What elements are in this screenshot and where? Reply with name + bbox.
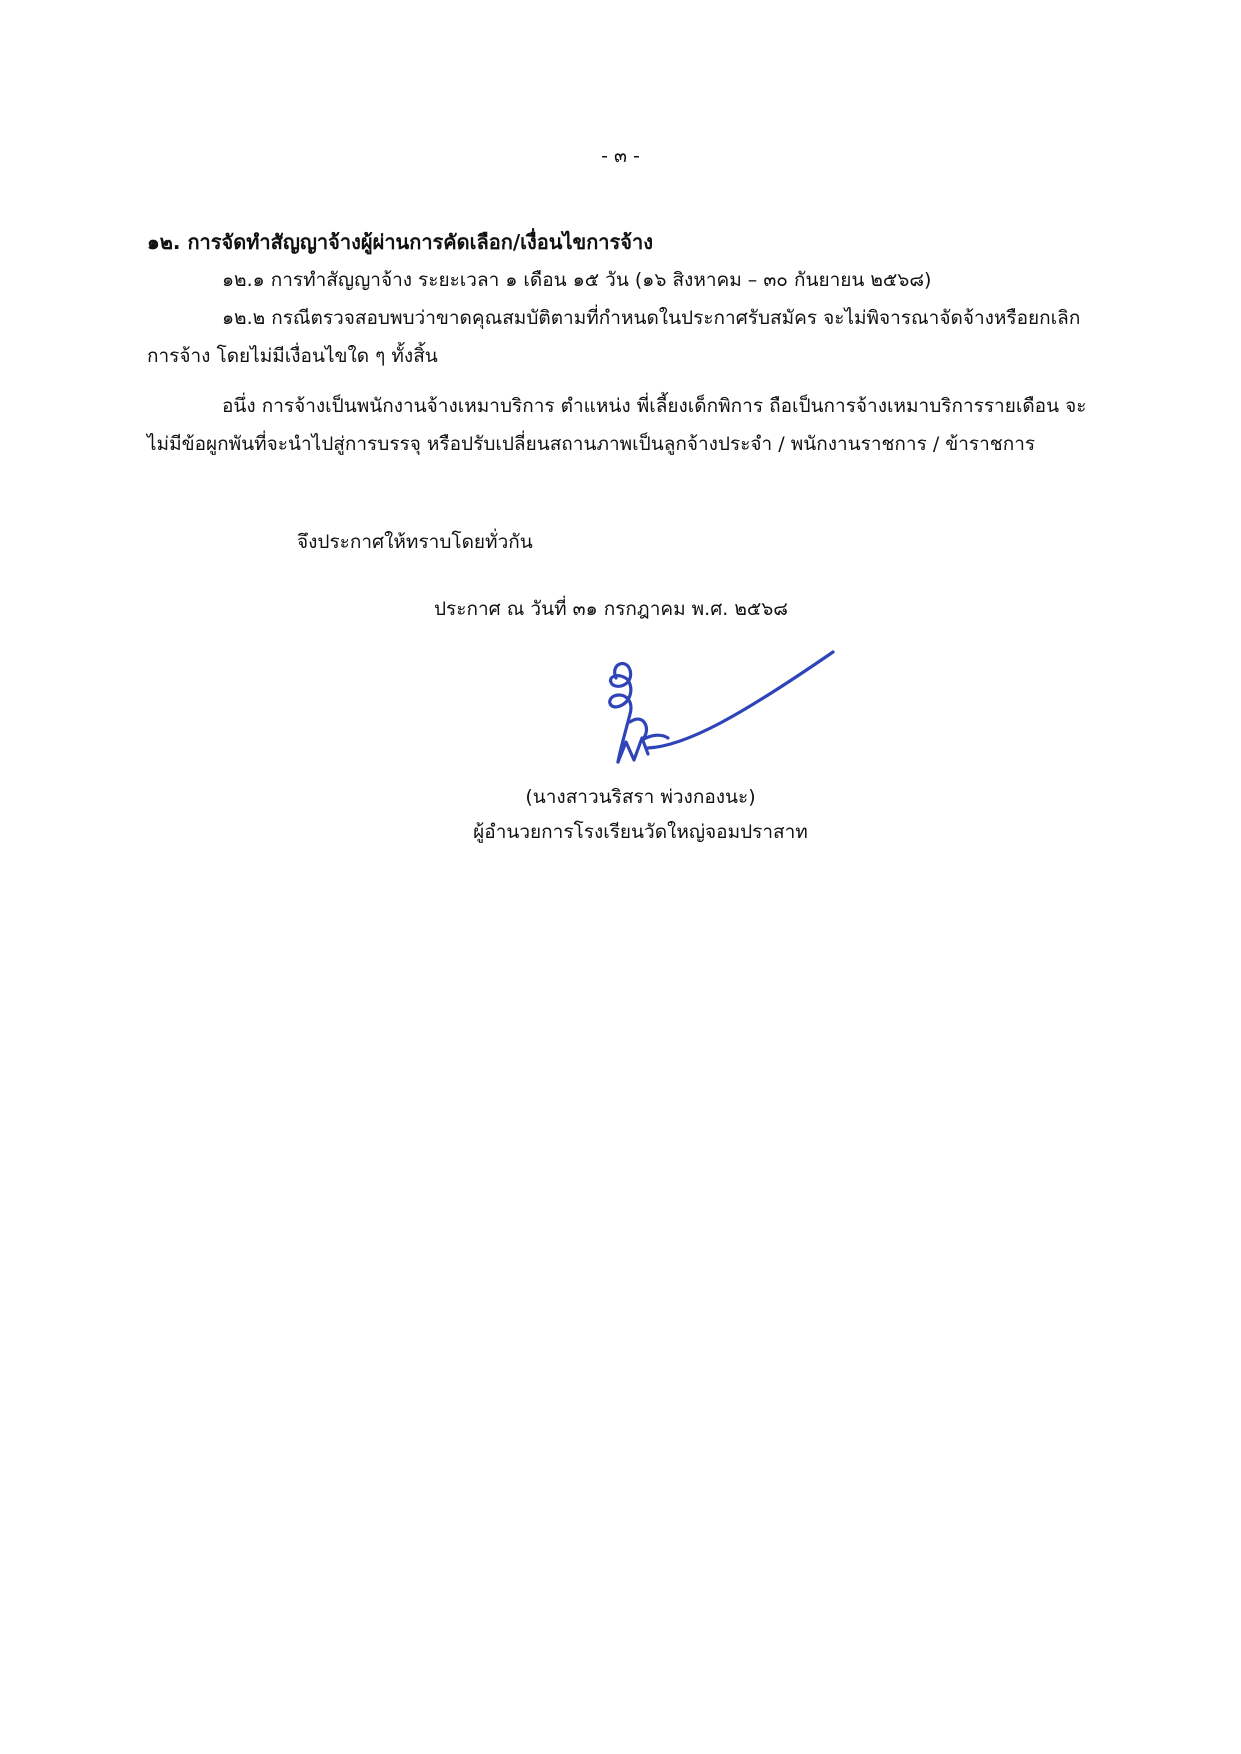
section-item-1: ๑๒.๑ การทำสัญญาจ้าง ระยะเวลา ๑ เดือน ๑๕ วัน (๑๖ สิงหาคม – ๓๐ กันยายน ๒๕๖๘) [222,269,932,291]
note-paragraph-line-1: อนึ่ง การจ้างเป็นพนักงานจ้างเหมาบริการ ตำแหน่ง พี่เลี้ยงเด็กพิการ ถือเป็นการจ้างเหมาบริการรายเดือน จะ [222,395,1087,417]
announcement-date: ประกาศ ณ วันที่ ๓๑ กรกฎาคม พ.ศ. ๒๕๖๘ [434,598,788,620]
signature-strokes [610,652,833,762]
section-item-2-line-2: การจ้าง โดยไม่มีเงื่อนไขใด ๆ ทั้งสิ้น [147,345,438,367]
signatory-title: ผู้อำนวยการโรงเรียนวัดใหญ่จอมปราสาท [473,821,808,843]
section-item-2-line-1: ๑๒.๒ กรณีตรวจสอบพบว่าขาดคุณสมบัติตามที่กำหนดในประกาศรับสมัคร จะไม่พิจารณาจัดจ้างหรือยกเลิก [222,307,1081,329]
section-heading: ๑๒. การจัดทำสัญญาจ้างผู้ผ่านการคัดเลือก/เงื่อนไขการจ้าง [147,230,653,254]
page-number: - ๓ - [601,145,640,167]
signatory-name: (นางสาวนริสรา พ่วงกองนะ) [525,786,756,808]
handwritten-signature [590,650,835,775]
note-paragraph-line-2: ไม่มีข้อผูกพันที่จะนำไปสู่การบรรจุ หรือปรับเปลี่ยนสถานภาพเป็นลูกจ้างประจำ / พนักงานราชการ / ข้าราชการ [147,433,1036,455]
announcement-text: จึงประกาศให้ทราบโดยทั่วกัน [297,531,533,553]
